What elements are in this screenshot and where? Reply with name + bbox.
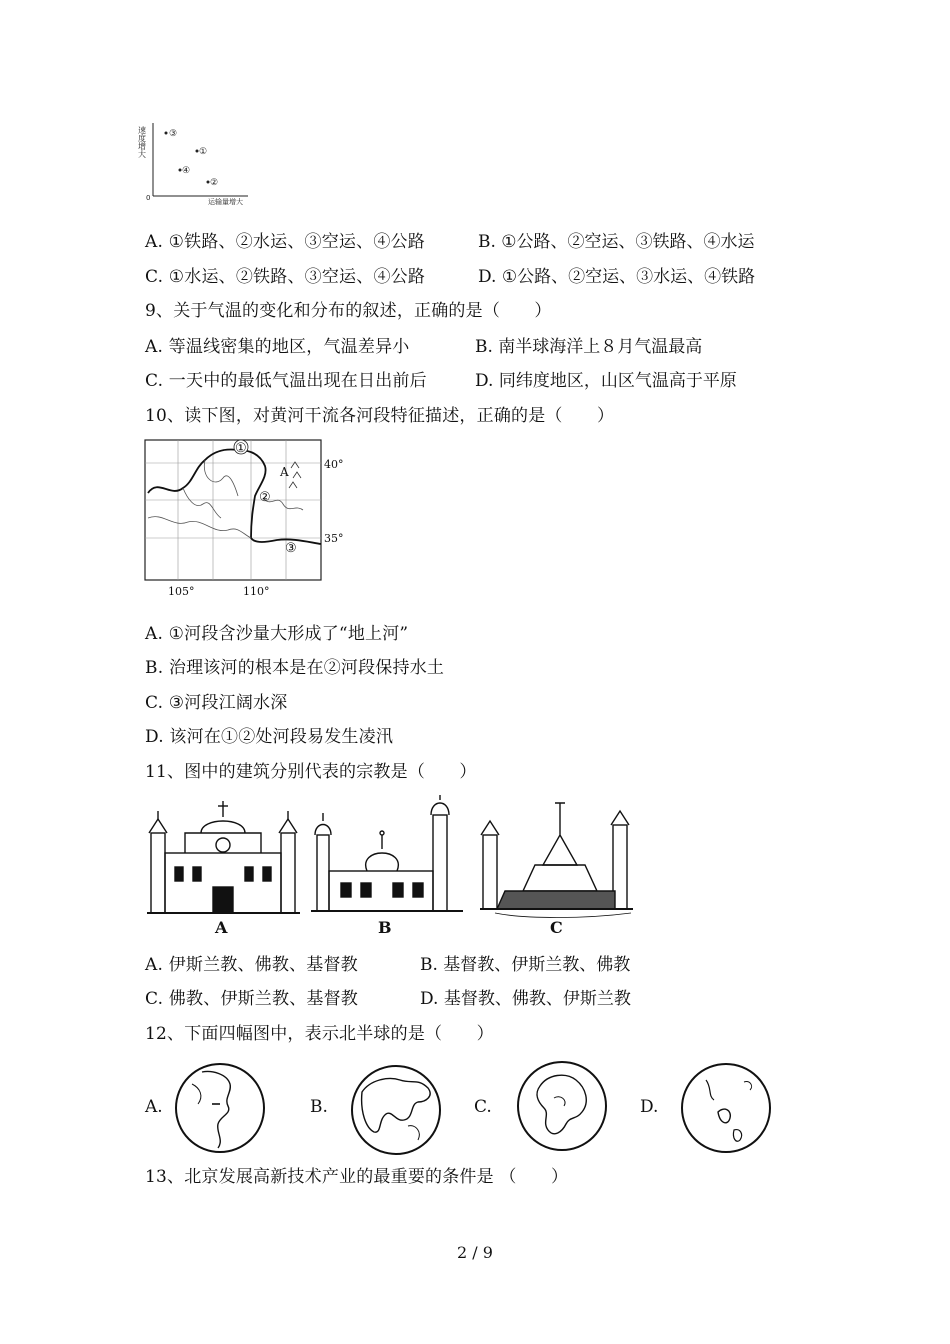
- q8-point-1-label: ①: [199, 147, 208, 157]
- q10-lon-105: 105°: [168, 585, 195, 598]
- q10-marker-3: ③: [285, 541, 297, 556]
- q9-option-a: A. 等温线密集的地区，气温差异小: [145, 337, 410, 357]
- q12-label-b: B.: [310, 1097, 328, 1117]
- q8-point-3: [165, 132, 168, 135]
- church-building-a: [147, 801, 300, 913]
- q8-y-axis-label: 速度增大: [137, 126, 147, 158]
- q8-scatter-chart: [137, 118, 260, 210]
- q12-label-c: C.: [474, 1097, 492, 1117]
- q10-lat-35: 35°: [324, 532, 344, 545]
- q12-label-a: A.: [145, 1097, 163, 1117]
- q11-label-c: C: [550, 918, 563, 937]
- q11-stem: 11、图中的建筑分别代表的宗教是（ ）: [145, 762, 477, 782]
- q12-stem: 12、下面四幅图中，表示北半球的是（ ）: [145, 1024, 494, 1044]
- q12-globe-d: [678, 1060, 774, 1156]
- q8-x-axis-label: 运输量增大: [208, 198, 243, 206]
- q10-option-d: D. 该河在①②处河段易发生凌汛: [145, 727, 394, 747]
- q8-option-d: D. ①公路、②空运、③水运、④铁路: [478, 267, 756, 287]
- q10-marker-2: ②: [259, 490, 271, 505]
- q10-yellow-river-map: [143, 438, 353, 600]
- q10-option-b: B. 治理该河的根本是在②河段保持水土: [145, 658, 445, 678]
- q10-stem: 10、读下图，对黄河干流各河段特征描述，正确的是（ ）: [145, 406, 615, 426]
- q10-lon-110: 110°: [243, 585, 270, 598]
- q8-point-3-label: ③: [169, 129, 178, 139]
- q8-option-c: C. ①水运、②铁路、③空运、④公路: [145, 267, 426, 287]
- q9-option-c: C. 一天中的最低气温出现在日出前后: [145, 371, 427, 391]
- q11-option-d: D. 基督教、佛教、伊斯兰教: [420, 989, 631, 1009]
- q12-globe-c: [514, 1058, 610, 1154]
- q11-option-b: B. 基督教、伊斯兰教、佛教: [420, 955, 631, 975]
- q12-globe-a: [172, 1060, 268, 1156]
- q12-globe-b: [348, 1062, 444, 1158]
- q11-buildings-illustration: [145, 795, 635, 940]
- q11-label-a: A: [215, 918, 228, 937]
- mosque-building-b: [311, 795, 463, 911]
- q9-option-d: D. 同纬度地区，山区气温高于平原: [475, 371, 737, 391]
- q10-marker-a: A: [280, 465, 289, 479]
- q8-origin: 0: [146, 194, 151, 202]
- q10-lat-40: 40°: [324, 458, 344, 471]
- q10-option-a: A. ①河段含沙量大形成了“地上河”: [145, 624, 409, 644]
- q11-option-a: A. 伊斯兰教、佛教、基督教: [145, 955, 358, 975]
- q10-marker-1: ①: [235, 441, 247, 456]
- pagoda-building-c: [480, 803, 633, 918]
- q8-option-b: B. ①公路、②空运、③铁路、④水运: [478, 232, 755, 252]
- page-number: 2 / 9: [457, 1243, 493, 1262]
- q9-stem: 9、关于气温的变化和分布的叙述，正确的是（ ）: [145, 301, 552, 321]
- q10-option-c: C. ③河段江阔水深: [145, 693, 288, 713]
- q12-label-d: D.: [640, 1097, 659, 1117]
- q13-stem: 13、北京发展高新技术产业的最重要的条件是 （ ）: [145, 1167, 569, 1187]
- q8-point-2-label: ②: [210, 178, 219, 188]
- q11-option-c: C. 佛教、伊斯兰教、基督教: [145, 989, 359, 1009]
- q8-point-4-label: ④: [182, 166, 191, 176]
- q11-label-b: B: [378, 918, 392, 937]
- q9-option-b: B. 南半球海洋上８月气温最高: [475, 337, 703, 357]
- q8-option-a: A. ①铁路、②水运、③空运、④公路: [145, 232, 425, 252]
